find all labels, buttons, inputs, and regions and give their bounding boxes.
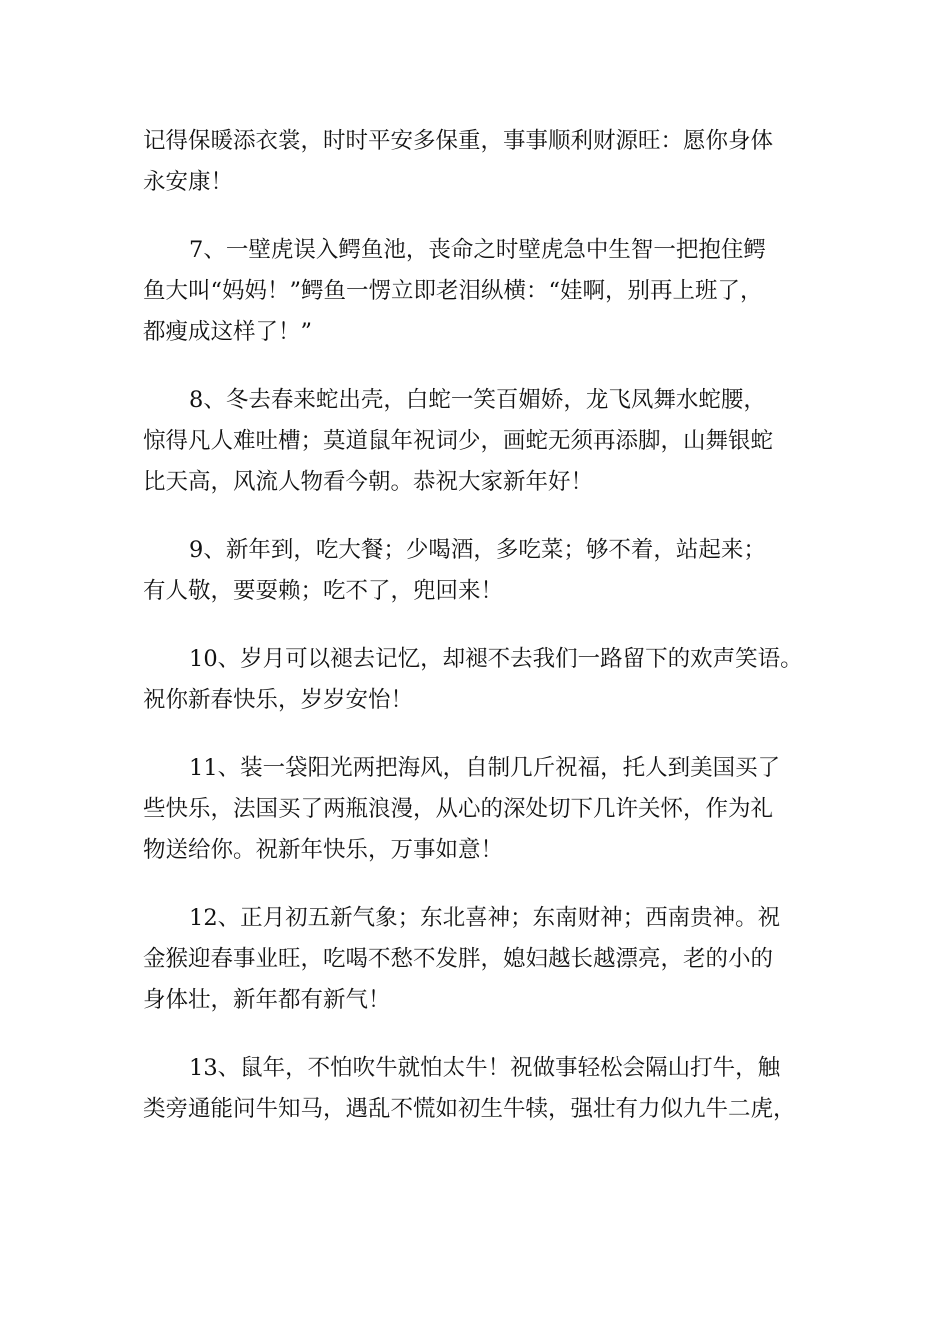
paragraph-item-9 xyxy=(143,530,815,612)
paragraph-item-11 xyxy=(143,748,815,871)
text-line: 祝你新春快乐，岁岁安怡！ xyxy=(143,687,414,713)
text-line: 类旁通能问牛知马，遇乱不慌如初生牛犊，强壮有力似九牛二虎， xyxy=(143,1096,796,1122)
text-line: 身体壮，新年都有新气！ xyxy=(143,987,391,1013)
paragraph-continued xyxy=(143,121,815,203)
text-line: 惊得凡人难吐槽；莫道鼠年祝词少，画蛇无须再添脚，山舞银蛇 xyxy=(143,428,774,454)
paragraph-item-10 xyxy=(143,639,815,721)
text-line: 13、鼠年，不怕吹牛就怕太牛！祝做事轻松会隔山打牛，触 xyxy=(189,1055,781,1081)
paragraph-item-13 xyxy=(143,1048,815,1130)
text-line: 记得保暖添衣裳，时时平安多保重，事事顺利财源旺：愿你身体 xyxy=(143,128,774,154)
text-line: 11、装一袋阳光两把海风，自制几斤祝福，托人到美国买了 xyxy=(189,755,781,781)
paragraph-item-7 xyxy=(143,230,815,353)
text-line: 8、冬去春来蛇出壳，白蛇一笑百媚娇，龙飞凤舞水蛇腰， xyxy=(189,387,766,413)
text-line: 有人敬，要耍赖；吃不了，兜回来！ xyxy=(143,578,504,604)
text-line: 9、新年到，吃大餐；少喝酒，多吃菜；够不着，站起来； xyxy=(189,537,766,563)
text-line: 比天高，风流人物看今朝。恭祝大家新年好！ xyxy=(143,469,594,495)
document-body xyxy=(143,121,815,1157)
text-line: 物送给你。祝新年快乐，万事如意！ xyxy=(143,837,504,863)
text-line: 10、岁月可以褪去记忆，却褪不去我们一路留下的欢声笑语。 xyxy=(189,646,803,672)
text-line: 永安康！ xyxy=(143,169,234,195)
paragraph-item-12 xyxy=(143,898,815,1021)
paragraph-item-8 xyxy=(143,380,815,503)
text-line: 金猴迎春事业旺，吃喝不愁不发胖，媳妇越长越漂亮，老的小的 xyxy=(143,946,774,972)
text-line: 都瘦成这样了！” xyxy=(143,319,313,345)
text-line: 鱼大叫“妈妈！”鳄鱼一愣立即老泪纵横：“娃啊，别再上班了， xyxy=(143,278,763,304)
text-line: 7、一壁虎误入鳄鱼池，丧命之时壁虎急中生智一把抱住鳄 xyxy=(189,237,766,263)
text-line: 12、正月初五新气象；东北喜神；东南财神；西南贵神。祝 xyxy=(189,905,781,931)
text-line: 些快乐，法国买了两瓶浪漫，从心的深处切下几许关怀，作为礼 xyxy=(143,796,774,822)
